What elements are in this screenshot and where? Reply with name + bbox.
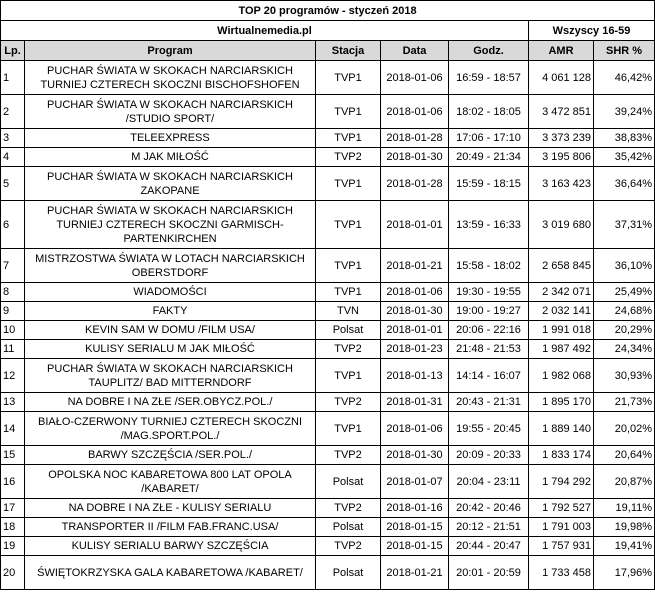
cell-date: 2018-01-23 [381, 340, 449, 359]
table-row [1, 283, 655, 302]
cell-station: TVP1 [316, 359, 381, 393]
cell-program: PUCHAR ŚWIATA W SKOKACH NARCIARSKICH TURNIEJ CZTERECH SKOCZNI GARMISCH-PARTENKIRCHEN [25, 201, 316, 249]
cell-time: 21:48 - 21:53 [449, 340, 529, 359]
cell-time: 15:59 - 18:15 [449, 167, 529, 201]
cell-shr: 37,31% [594, 201, 655, 249]
cell-shr: 21,73% [594, 393, 655, 412]
cell-lp: 19 [1, 537, 25, 556]
cell-amr: 1 987 492 [529, 340, 594, 359]
cell-date: 2018-01-13 [381, 359, 449, 393]
cell-shr: 20,02% [594, 412, 655, 446]
cell-time: 20:01 - 20:59 [449, 556, 529, 590]
cell-station: Polsat [316, 321, 381, 340]
table-row [1, 321, 655, 340]
cell-lp: 9 [1, 302, 25, 321]
cell-station: TVP1 [316, 201, 381, 249]
cell-amr: 3 195 806 [529, 148, 594, 167]
cell-program: KEVIN SAM W DOMU /FILM USA/ [25, 321, 316, 340]
cell-amr: 2 032 141 [529, 302, 594, 321]
cell-program: PUCHAR ŚWIATA W SKOKACH NARCIARSKICH TAUPLITZ/ BAD MITTERNDORF [25, 359, 316, 393]
cell-lp: 3 [1, 129, 25, 148]
cell-station: TVP1 [316, 167, 381, 201]
cell-amr: 1 982 068 [529, 359, 594, 393]
cell-time: 20:43 - 21:31 [449, 393, 529, 412]
cell-station: TVP2 [316, 537, 381, 556]
cell-shr: 19,98% [594, 518, 655, 537]
cell-program: PUCHAR ŚWIATA W SKOKACH NARCIARSKICH ZAKOPANE [25, 167, 316, 201]
cell-station: TVP1 [316, 283, 381, 302]
table-row [1, 95, 655, 129]
cell-time: 18:02 - 18:05 [449, 95, 529, 129]
cell-amr: 1 889 140 [529, 412, 594, 446]
cell-amr: 1 733 458 [529, 556, 594, 590]
cell-shr: 35,42% [594, 148, 655, 167]
cell-station: TVP1 [316, 61, 381, 95]
cell-time: 20:44 - 20:47 [449, 537, 529, 556]
cell-program: TRANSPORTER II /FILM FAB.FRANC.USA/ [25, 518, 316, 537]
column-header-station: Stacja [316, 41, 381, 61]
table-row [1, 148, 655, 167]
cell-time: 20:04 - 23:11 [449, 465, 529, 499]
cell-amr: 1 895 170 [529, 393, 594, 412]
cell-lp: 4 [1, 148, 25, 167]
cell-program: NA DOBRE I NA ZŁE - KULISY SERIALU [25, 499, 316, 518]
column-header-date: Data [381, 41, 449, 61]
table-row [1, 393, 655, 412]
cell-program: TELEEXPRESS [25, 129, 316, 148]
cell-station: TVP1 [316, 249, 381, 283]
table-row [1, 249, 655, 283]
table-row [1, 201, 655, 249]
cell-program: BIAŁO-CZERWONY TURNIEJ CZTERECH SKOCZNI /MAG.SPORT.POL./ [25, 412, 316, 446]
cell-time: 17:06 - 17:10 [449, 129, 529, 148]
table-row [1, 167, 655, 201]
cell-shr: 25,49% [594, 283, 655, 302]
cell-amr: 2 342 071 [529, 283, 594, 302]
cell-date: 2018-01-30 [381, 302, 449, 321]
cell-lp: 15 [1, 446, 25, 465]
cell-program: FAKTY [25, 302, 316, 321]
cell-date: 2018-01-06 [381, 95, 449, 129]
cell-shr: 19,41% [594, 537, 655, 556]
cell-shr: 24,68% [594, 302, 655, 321]
cell-date: 2018-01-21 [381, 249, 449, 283]
cell-amr: 1 991 018 [529, 321, 594, 340]
table-row [1, 556, 655, 590]
cell-shr: 36,10% [594, 249, 655, 283]
cell-date: 2018-01-01 [381, 321, 449, 340]
cell-program: PUCHAR ŚWIATA W SKOKACH NARCIARSKICH TURNIEJ CZTERECH SKOCZNI BISCHOFSHOFEN [25, 61, 316, 95]
cell-lp: 7 [1, 249, 25, 283]
cell-lp: 10 [1, 321, 25, 340]
cell-amr: 3 163 423 [529, 167, 594, 201]
table-row [1, 61, 655, 95]
cell-program: WIADOMOŚCI [25, 283, 316, 302]
cell-date: 2018-01-06 [381, 61, 449, 95]
cell-shr: 36,64% [594, 167, 655, 201]
cell-station: Polsat [316, 465, 381, 499]
table-row [1, 446, 655, 465]
cell-lp: 6 [1, 201, 25, 249]
cell-lp: 2 [1, 95, 25, 129]
cell-amr: 1 833 174 [529, 446, 594, 465]
cell-station: TVP2 [316, 393, 381, 412]
cell-amr: 1 794 292 [529, 465, 594, 499]
cell-date: 2018-01-31 [381, 393, 449, 412]
cell-lp: 11 [1, 340, 25, 359]
cell-lp: 5 [1, 167, 25, 201]
cell-shr: 20,29% [594, 321, 655, 340]
cell-station: TVP1 [316, 129, 381, 148]
cell-station: TVN [316, 302, 381, 321]
column-header-shr: SHR % [594, 41, 655, 61]
cell-program: KULISY SERIALU M JAK MIŁOŚĆ [25, 340, 316, 359]
cell-shr: 20,64% [594, 446, 655, 465]
cell-amr: 1 792 527 [529, 499, 594, 518]
cell-date: 2018-01-28 [381, 129, 449, 148]
cell-shr: 20,87% [594, 465, 655, 499]
cell-lp: 8 [1, 283, 25, 302]
table-row [1, 302, 655, 321]
cell-time: 19:30 - 19:55 [449, 283, 529, 302]
cell-date: 2018-01-21 [381, 556, 449, 590]
cell-program: MISTRZOSTWA ŚWIATA W LOTACH NARCIARSKICH OBERSTDORF [25, 249, 316, 283]
cell-shr: 30,93% [594, 359, 655, 393]
cell-date: 2018-01-06 [381, 283, 449, 302]
cell-shr: 24,34% [594, 340, 655, 359]
cell-station: TVP2 [316, 446, 381, 465]
table-row [1, 537, 655, 556]
cell-time: 13:59 - 16:33 [449, 201, 529, 249]
cell-program: M JAK MIŁOŚĆ [25, 148, 316, 167]
cell-station: TVP1 [316, 412, 381, 446]
cell-station: TVP2 [316, 148, 381, 167]
cell-lp: 17 [1, 499, 25, 518]
cell-lp: 14 [1, 412, 25, 446]
cell-program: ŚWIĘTOKRZYSKA GALA KABARETOWA /KABARET/ [25, 556, 316, 590]
cell-amr: 1 757 931 [529, 537, 594, 556]
cell-shr: 38,83% [594, 129, 655, 148]
cell-time: 20:09 - 20:33 [449, 446, 529, 465]
table-row [1, 518, 655, 537]
audience-label: Wszyscy 16-59 [529, 21, 655, 41]
cell-program: PUCHAR ŚWIATA W SKOKACH NARCIARSKICH /STUDIO SPORT/ [25, 95, 316, 129]
cell-date: 2018-01-15 [381, 518, 449, 537]
table-row [1, 129, 655, 148]
cell-time: 19:55 - 20:45 [449, 412, 529, 446]
cell-amr: 3 472 851 [529, 95, 594, 129]
cell-shr: 19,11% [594, 499, 655, 518]
cell-program: KULISY SERIALU BARWY SZCZĘŚCIA [25, 537, 316, 556]
cell-time: 20:06 - 22:16 [449, 321, 529, 340]
cell-amr: 4 061 128 [529, 61, 594, 95]
table-row [1, 465, 655, 499]
table-row [1, 412, 655, 446]
cell-date: 2018-01-16 [381, 499, 449, 518]
cell-time: 19:00 - 19:27 [449, 302, 529, 321]
cell-station: TVP2 [316, 499, 381, 518]
cell-program: BARWY SZCZĘŚCIA /SER.POL./ [25, 446, 316, 465]
table-title: TOP 20 programów - styczeń 2018 [1, 1, 655, 21]
cell-time: 20:12 - 21:51 [449, 518, 529, 537]
table-row [1, 499, 655, 518]
cell-date: 2018-01-15 [381, 537, 449, 556]
column-header-lp: Lp. [1, 41, 25, 61]
cell-lp: 20 [1, 556, 25, 590]
cell-amr: 2 658 845 [529, 249, 594, 283]
cell-lp: 1 [1, 61, 25, 95]
cell-station: Polsat [316, 518, 381, 537]
cell-station: TVP1 [316, 95, 381, 129]
cell-program: NA DOBRE I NA ZŁE /SER.OBYCZ.POL./ [25, 393, 316, 412]
cell-time: 20:42 - 20:46 [449, 499, 529, 518]
cell-shr: 17,96% [594, 556, 655, 590]
cell-lp: 12 [1, 359, 25, 393]
cell-date: 2018-01-07 [381, 465, 449, 499]
cell-date: 2018-01-28 [381, 167, 449, 201]
cell-date: 2018-01-30 [381, 446, 449, 465]
cell-lp: 16 [1, 465, 25, 499]
cell-date: 2018-01-06 [381, 412, 449, 446]
cell-lp: 13 [1, 393, 25, 412]
column-header-program: Program [25, 41, 316, 61]
table-row [1, 340, 655, 359]
cell-date: 2018-01-01 [381, 201, 449, 249]
cell-time: 15:58 - 18:02 [449, 249, 529, 283]
cell-time: 14:14 - 16:07 [449, 359, 529, 393]
column-header-amr: AMR [529, 41, 594, 61]
cell-shr: 46,42% [594, 61, 655, 95]
cell-date: 2018-01-30 [381, 148, 449, 167]
cell-amr: 3 019 680 [529, 201, 594, 249]
cell-time: 16:59 - 18:57 [449, 61, 529, 95]
table-row [1, 359, 655, 393]
column-header-time: Godz. [449, 41, 529, 61]
cell-station: TVP2 [316, 340, 381, 359]
cell-program: OPOLSKA NOC KABARETOWA 800 LAT OPOLA /KABARET/ [25, 465, 316, 499]
cell-station: Polsat [316, 556, 381, 590]
cell-shr: 39,24% [594, 95, 655, 129]
cell-amr: 3 373 239 [529, 129, 594, 148]
source-label: Wirtualnemedia.pl [1, 21, 529, 41]
cell-time: 20:49 - 21:34 [449, 148, 529, 167]
cell-lp: 18 [1, 518, 25, 537]
cell-amr: 1 791 003 [529, 518, 594, 537]
